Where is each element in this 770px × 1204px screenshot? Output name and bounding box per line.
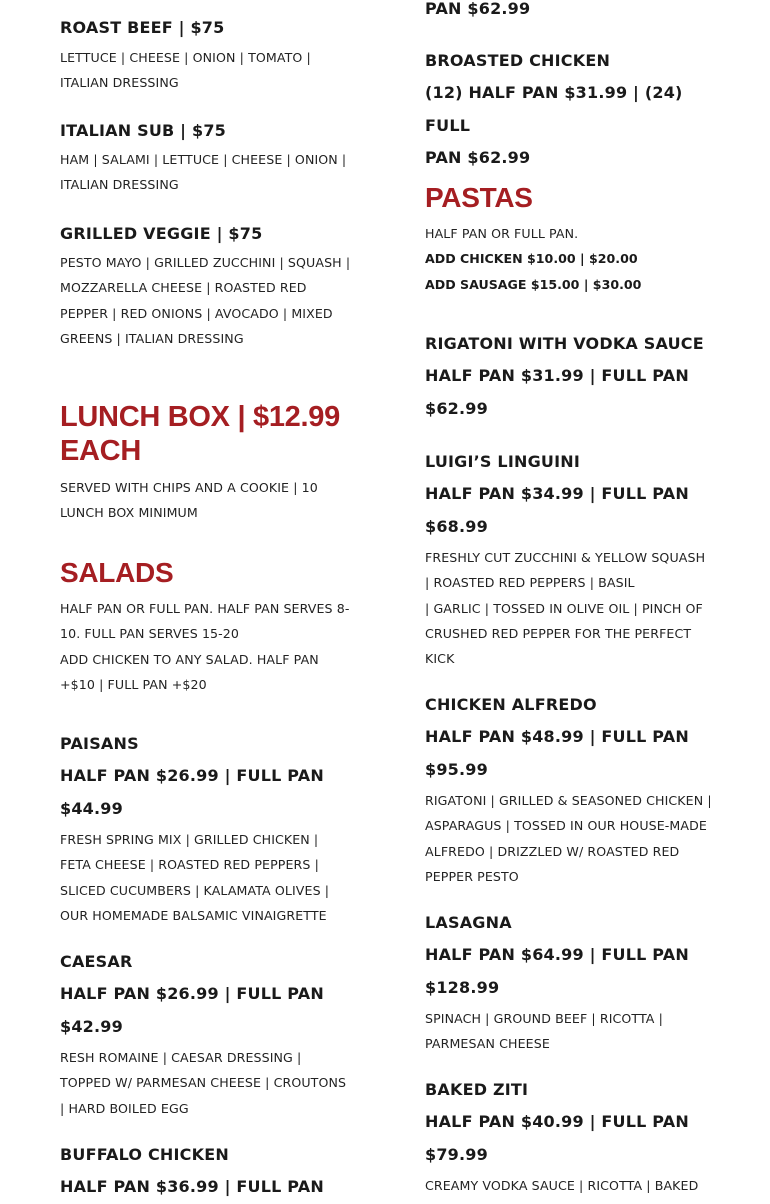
menu-item-luigis-linguini	[425, 452, 715, 671]
menu-item-paisans	[60, 734, 352, 928]
item-description: CREAMY VODKA SAUCE | RICOTTA | BAKED	[425, 1178, 699, 1193]
item-title: GRILLED VEGGIE | $75	[60, 224, 263, 243]
section-heading: LUNCH BOX | $12.99	[60, 401, 340, 433]
item-price-continued: $44.99	[60, 798, 123, 818]
item-price: HALF PAN $48.99 | FULL PAN	[425, 727, 689, 746]
section-note: ADD CHICKEN TO ANY SALAD. HALF PAN +$10 | FULL PAN +$20	[60, 651, 319, 692]
item-price-continued: $79.99	[425, 1144, 488, 1164]
section-pastas	[425, 181, 715, 297]
menu-item-grilled-veggie	[60, 224, 352, 351]
item-price: HALF PAN $34.99 | FULL PAN	[425, 484, 689, 503]
section-salads	[60, 556, 352, 697]
item-title: RIGATONI WITH VODKA SAUCE	[425, 334, 704, 353]
menu-item-chicken-alfredo	[425, 695, 715, 889]
item-description-continued: | GARLIC | TOSSED IN OLIVE OIL | PINCH OF CRUSHED RED PEPPER FOR THE PERFECT KICK	[425, 600, 703, 667]
item-description-continued: | ROASTED RED PEPPERS | BASIL	[425, 575, 635, 591]
item-price-continued: PAN $62.99	[425, 148, 531, 167]
item-price: HALF PAN $64.99 | FULL PAN	[425, 945, 689, 964]
item-title: CHICKEN ALFREDO	[425, 695, 597, 714]
item-title: LUIGI’S LINGUINI	[425, 452, 580, 471]
item-title: LASAGNA	[425, 913, 512, 932]
section-heading: SALADS	[60, 557, 174, 588]
item-price: HALF PAN $26.99 | FULL PAN	[60, 766, 324, 785]
item-title: PAISANS	[60, 734, 139, 753]
item-description: SPINACH | GROUND BEEF | RICOTTA | PARMESAN CHEESE	[425, 1011, 663, 1052]
menu-item-caesar	[60, 952, 352, 1121]
item-price-continued: $68.99	[425, 516, 488, 536]
item-description: PESTO MAYO | GRILLED ZUCCHINI | SQUASH | MOZZARELLA CHEESE | ROASTED RED PEPPER | RED ONIONS | AVOCADO | MIXED GREENS | ITALIAN DRESSING	[60, 255, 351, 346]
section-heading: PASTAS	[425, 182, 533, 213]
item-description: RIGATONI | GRILLED & SEASONED CHICKEN | ASPARAGUS | TOSSED IN OUR HOUSE-MADE ALFREDO | DRIZZLED W/ ROASTED RED PEPPER PESTO	[425, 793, 712, 884]
item-price-continued: $128.99	[425, 977, 500, 997]
item-price-continued: PAN $62.99	[425, 0, 531, 18]
item-description: LETTUCE | CHEESE | ONION | TOMATO | ITALIAN DRESSING	[60, 50, 311, 91]
item-price-continued: $62.99	[425, 398, 488, 418]
add-chicken-note: ADD CHICKEN $10.00 | $20.00	[425, 251, 638, 267]
item-price-continued: $42.99	[60, 1016, 123, 1036]
menu-item-lasagna	[425, 913, 715, 1057]
item-price: HALF PAN $36.99 | FULL PAN	[60, 1177, 324, 1196]
item-price: HALF PAN $31.99 | FULL PAN	[425, 366, 689, 385]
menu-item-roast-beef	[60, 18, 352, 96]
item-title: BROASTED CHICKEN	[425, 51, 611, 70]
menu-item-price-continued	[425, 0, 715, 26]
item-description: FRESHLY CUT ZUCCHINI & YELLOW SQUASH	[425, 550, 706, 565]
item-title: ROAST BEEF | $75	[60, 18, 225, 37]
item-title: ITALIAN SUB | $75	[60, 121, 226, 140]
item-price: (12) HALF PAN $31.99 | (24) FULL	[425, 83, 683, 135]
section-note: HALF PAN OR FULL PAN.	[425, 226, 579, 241]
section-heading-continued: EACH	[60, 435, 141, 467]
menu-item-broasted-chicken	[425, 51, 715, 175]
item-title: BUFFALO CHICKEN	[60, 1145, 229, 1164]
menu-item-rigatoni	[425, 334, 715, 425]
menu-item-italian-sub	[60, 121, 352, 198]
item-description: HAM | SALAMI | LETTUCE | CHEESE | ONION | ITALIAN DRESSING	[60, 152, 347, 193]
item-description: FRESH SPRING MIX | GRILLED CHICKEN | FETA CHEESE | ROASTED RED PEPPERS | SLICED CUCUMBERS | KALAMATA OLIVES | OUR HOMEMADE BALSAMIC VINAIGRETTE	[60, 832, 330, 923]
add-sausage-note: ADD SAUSAGE $15.00 | $30.00	[425, 276, 642, 292]
menu-item-baked-ziti	[425, 1080, 715, 1198]
section-note: HALF PAN OR FULL PAN. HALF PAN SERVES 8-10. FULL PAN SERVES 15-20	[60, 601, 350, 642]
item-price: HALF PAN $26.99 | FULL PAN	[60, 984, 324, 1003]
item-title: BAKED ZITI	[425, 1080, 529, 1099]
item-title: CAESAR	[60, 952, 133, 971]
item-price-continued: $95.99	[425, 759, 488, 779]
menu-item-buffalo-chicken	[60, 1145, 352, 1204]
section-description: SERVED WITH CHIPS AND A COOKIE | 10 LUNCH BOX MINIMUM	[60, 480, 318, 521]
item-price: HALF PAN $40.99 | FULL PAN	[425, 1112, 689, 1131]
item-description: RESH ROMAINE | CAESAR DRESSING | TOPPED W/ PARMESAN CHEESE | CROUTONS | HARD BOILED EGG	[60, 1050, 347, 1116]
section-lunch-box	[60, 400, 352, 526]
